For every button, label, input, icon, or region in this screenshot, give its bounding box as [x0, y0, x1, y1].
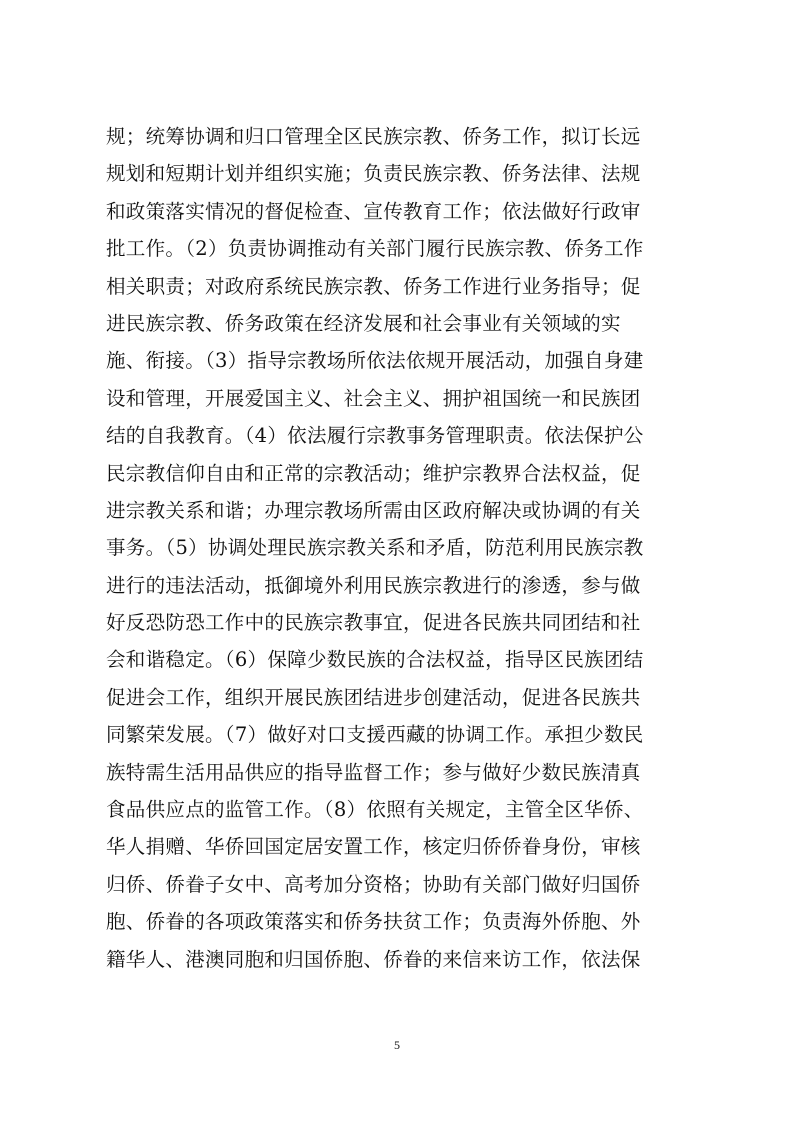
text-line: 相关职责；对政府系统民族宗教、侨务工作进行业务指导；促	[106, 274, 641, 298]
text-line: 族特需生活用品供应的指导监督工作；参与做好少数民族清真	[106, 760, 641, 784]
text-line: 会和谐稳定。（6）保障少数民族的合法权益，指导区民族团结	[106, 648, 644, 672]
body-text	[106, 118, 706, 978]
text-line: 进宗教关系和谐；办理宗教场所需由区政府解决或协调的有关	[106, 498, 641, 522]
text-line: 同繁荣发展。（7）做好对口支援西藏的协调工作。承担少数民	[106, 723, 644, 747]
text-line: 规；统筹协调和归口管理全区民族宗教、侨务工作，拟订长远	[106, 125, 641, 148]
text-line: 和政策落实情况的督促检查、宣传教育工作；依法做好行政审	[106, 199, 641, 223]
text-line: 胞、侨眷的各项政策落实和侨务扶贫工作；负责海外侨胞、外	[106, 910, 641, 934]
text-line: 设和管理，开展爱国主义、社会主义、拥护祖国统一和民族团	[106, 386, 641, 410]
text-line: 结的自我教育。（4）依法履行宗教事务管理职责。依法保护公	[106, 424, 644, 448]
text-line: 事务。（5）协调处理民族宗教关系和矛盾，防范利用民族宗教	[106, 536, 644, 560]
text-line: 民宗教信仰自由和正常的宗教活动；维护宗教界合法权益，促	[106, 461, 641, 485]
text-line: 促进会工作，组织开展民族团结进步创建活动，促进各民族共	[106, 685, 641, 709]
text-line: 进行的违法活动，抵御境外利用民族宗教进行的渗透，参与做	[106, 573, 641, 597]
text-line: 进民族宗教、侨务政策在经济发展和社会事业有关领域的实	[106, 311, 621, 335]
page-number: 5	[394, 1038, 400, 1052]
text-line: 规划和短期计划并组织实施；负责民族宗教、侨务法律、法规	[106, 162, 641, 186]
text-line: 归侨、侨眷子女中、高考加分资格；协助有关部门做好归国侨	[106, 872, 641, 896]
text-line: 好反恐防恐工作中的民族宗教事宜，促进各民族共同团结和社	[106, 611, 641, 635]
text-line: 食品供应点的监管工作。（8）依照有关规定，主管全区华侨、	[106, 798, 644, 822]
text-line: 籍华人、港澳同胞和归国侨胞、侨眷的来信来访工作，依法保	[106, 947, 641, 971]
text-line: 批工作。（2）负责协调推动有关部门履行民族宗教、侨务工作	[106, 237, 644, 261]
text-line: 华人捐赠、华侨回国定居安置工作，核定归侨侨眷身份，审核	[106, 835, 641, 859]
text-line: 施、衔接。（3）指导宗教场所依法依规开展活动，加强自身建	[106, 349, 644, 373]
